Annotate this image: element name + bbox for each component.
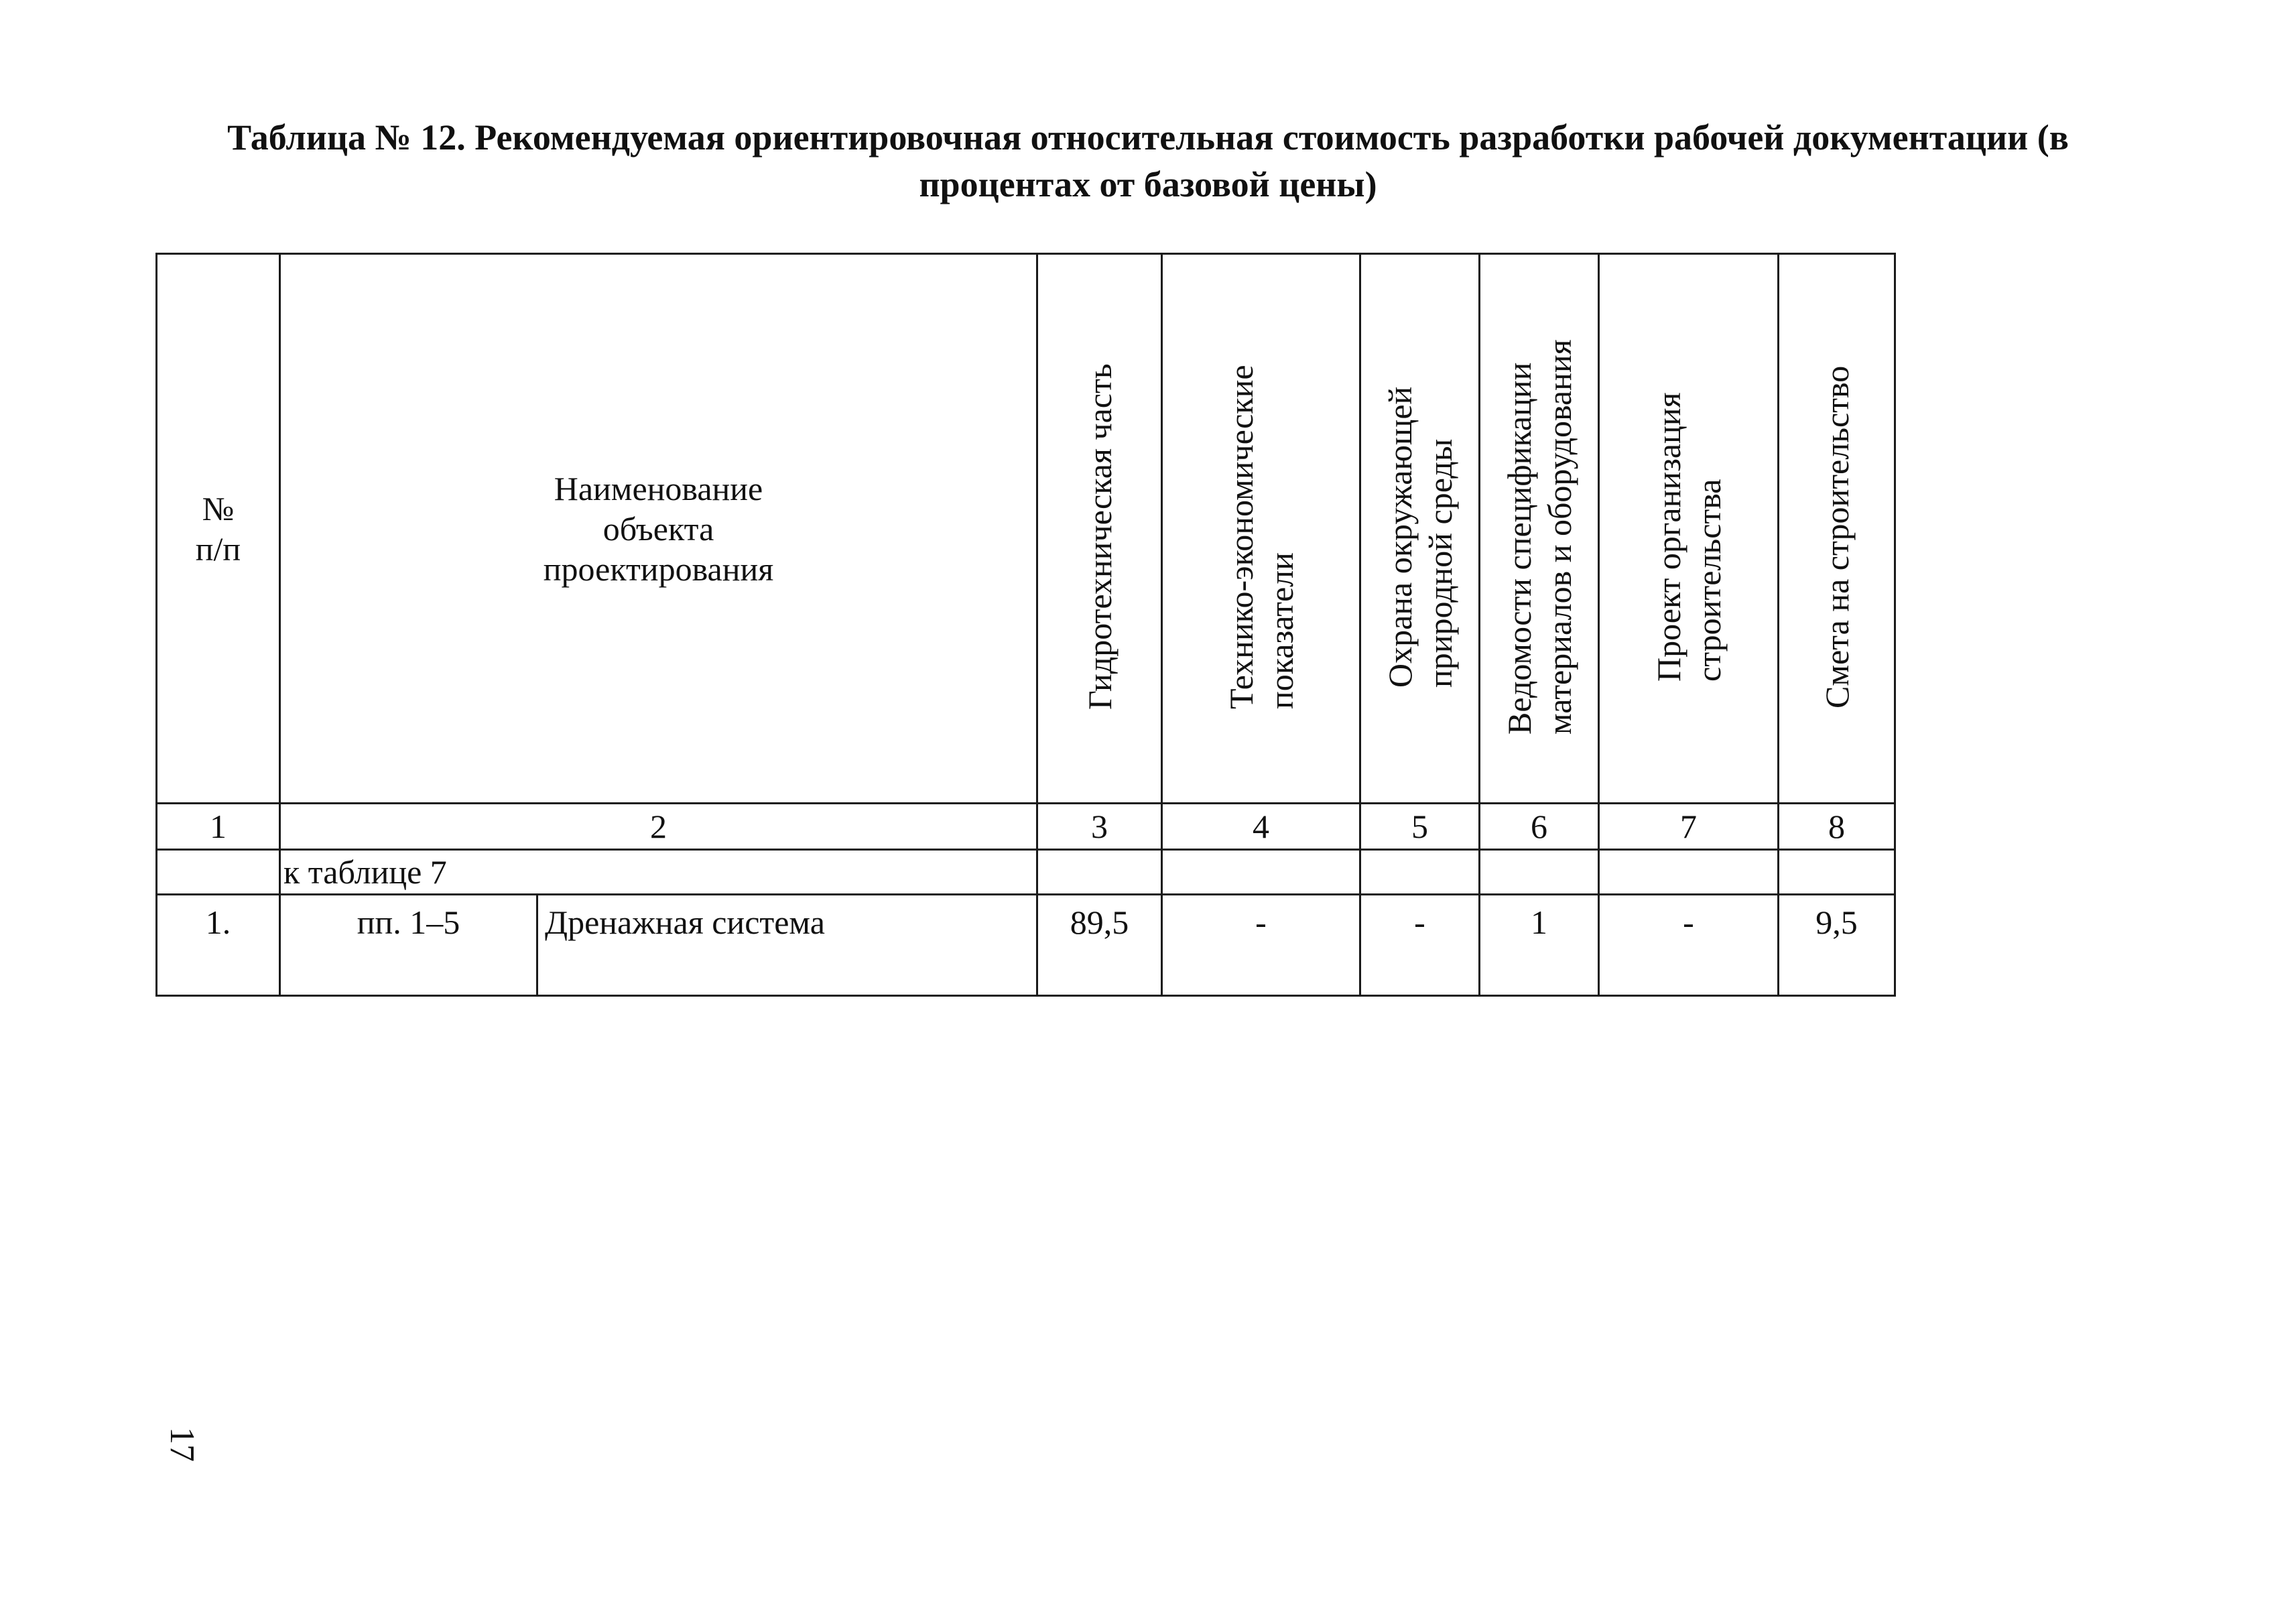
row-object-name: Дренажная система bbox=[537, 895, 1037, 996]
header-col-specifications-line-2: материалов и оборудования bbox=[1540, 338, 1578, 735]
header-col-technical-economic-line-1: Технико-экономические bbox=[1222, 364, 1260, 709]
column-number-cell: 3 bbox=[1037, 804, 1162, 850]
column-number-cell: 4 bbox=[1162, 804, 1360, 850]
section-row bbox=[157, 850, 1895, 895]
page-number: 17 bbox=[163, 1427, 201, 1462]
section-empty-cell bbox=[1480, 850, 1599, 895]
header-col-object-name bbox=[280, 254, 1037, 804]
table-title-line-1: Таблица № 12. Рекомендуемая ориентировочная относительная стоимость разработки рабочей документации (в bbox=[227, 117, 2069, 158]
header-col-number-line-2: п/п bbox=[195, 529, 241, 568]
table-title bbox=[101, 114, 2195, 208]
table-title-line-2: процентах от базовой цены) bbox=[919, 164, 1377, 204]
section-empty-cell bbox=[1162, 850, 1360, 895]
cost-table bbox=[155, 253, 1896, 997]
header-col-construction-organization bbox=[1599, 254, 1779, 804]
row-value-estimate: 9,5 bbox=[1779, 895, 1895, 996]
header-col-construction-organization-line-1: Проект организация bbox=[1649, 391, 1687, 682]
row-value-hydrotechnical: 89,5 bbox=[1037, 895, 1162, 996]
header-col-hydrotechnical bbox=[1037, 254, 1162, 804]
column-number-cell: 6 bbox=[1480, 804, 1599, 850]
header-col-estimate-line-1: Смета на строительство bbox=[1817, 365, 1856, 708]
section-empty-cell bbox=[1037, 850, 1162, 895]
column-number-cell: 7 bbox=[1599, 804, 1779, 850]
section-empty-cell bbox=[1360, 850, 1480, 895]
column-number-cell: 5 bbox=[1360, 804, 1480, 850]
header-col-technical-economic-line-2: показатели bbox=[1262, 552, 1300, 709]
table-row bbox=[157, 895, 1895, 996]
row-value-technical-economic: - bbox=[1162, 895, 1360, 996]
column-number-cell: 8 bbox=[1779, 804, 1895, 850]
header-col-hydrotechnical-line-1: Гидротехническая часть bbox=[1080, 363, 1119, 710]
header-row bbox=[157, 254, 1895, 804]
header-col-technical-economic bbox=[1162, 254, 1360, 804]
header-col-specifications bbox=[1480, 254, 1599, 804]
header-col-number-line-1: № bbox=[202, 489, 235, 527]
row-number: 1. bbox=[157, 895, 280, 996]
row-value-construction-organization: - bbox=[1599, 895, 1779, 996]
row-value-environment: - bbox=[1360, 895, 1480, 996]
header-col-estimate bbox=[1779, 254, 1895, 804]
header-col-object-name-line-1: Наименование bbox=[554, 469, 763, 507]
header-col-object-name-line-2: объекта bbox=[602, 509, 714, 548]
header-col-object-name-line-3: проектирования bbox=[543, 550, 774, 588]
section-empty-cell bbox=[157, 850, 280, 895]
section-empty-cell bbox=[1599, 850, 1779, 895]
header-col-number bbox=[157, 254, 280, 804]
section-empty-cell bbox=[1779, 850, 1895, 895]
header-col-environment-line-1: Охрана окружающей bbox=[1381, 385, 1419, 688]
header-col-environment bbox=[1360, 254, 1480, 804]
column-number-cell: 1 bbox=[157, 804, 280, 850]
header-col-construction-organization-line-2: строительства bbox=[1689, 478, 1728, 682]
column-number-cell: 2 bbox=[280, 804, 1037, 850]
column-number-row bbox=[157, 804, 1895, 850]
section-label: к таблице 7 bbox=[280, 850, 1037, 895]
header-col-specifications-line-1: Ведомости спецификации bbox=[1500, 361, 1538, 735]
header-col-environment-line-2: природной среды bbox=[1421, 438, 1459, 688]
row-reference: пп. 1–5 bbox=[280, 895, 537, 996]
row-value-specifications: 1 bbox=[1480, 895, 1599, 996]
